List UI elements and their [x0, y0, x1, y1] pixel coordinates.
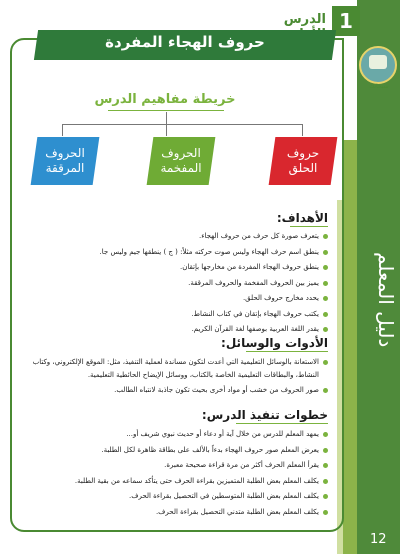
page-number: 12 [370, 532, 387, 547]
map-connector [62, 124, 63, 136]
objective-item: ينطق حروف الهجاء المفردة من مخارجها بإتقان. [26, 261, 328, 274]
lesson-label: الدرس [283, 12, 326, 27]
sidebar-title: دليل المعلم [374, 252, 398, 348]
book-logo-icon [359, 46, 397, 90]
map-connector [166, 112, 167, 124]
tool-item: الاستعانة بالوسائل التعليمية التي أعدت لتكون مساندة لعملية التنفيذ، مثل: الموقع الإلكتروني، وكتاب النشاط، والبطاقات التعليمية الخاصة بالكتاب، ووسائل الإيضاح الحائطية التعليمية. [26, 356, 328, 381]
lesson-number: 1 [332, 6, 360, 36]
step-item: يعرض المعلم صور حروف الهجاء بدءاً بالألف على بطاقة ظاهرة لكل الطلبة. [26, 444, 328, 457]
map-connector [302, 124, 303, 136]
page-title: حروف الهجاء المفردة [105, 33, 265, 51]
objective-item: يكتب حروف الهجاء بإتقان في كتاب النشاط. [26, 308, 328, 321]
tool-item: صور الحروف من خشب أو مواد أخرى بحيث تكون جاذبة لانتباه الطالب. [26, 384, 328, 397]
concept-box-emphatic-letters [147, 137, 216, 185]
concept-box-light-letters [31, 137, 100, 185]
concept-box-label: حروف الحلق [286, 146, 320, 175]
tools-heading: الأدوات والوسائل: [221, 336, 328, 350]
step-item: يمهد المعلم للدرس من خلال آية أو دعاء أو حديث نبوي شريف أو... [26, 428, 328, 441]
tools-list [26, 356, 328, 397]
steps-heading-underline [236, 423, 328, 424]
book-icon [369, 55, 387, 69]
objective-item: يحدد مخارج حروف الحلق. [26, 292, 328, 305]
objectives-heading: الأهداف: [276, 211, 328, 225]
map-connector [166, 124, 167, 136]
step-item: يكلف المعلم بعض الطلبة متدني التحصيل بقراءة الحرف. [26, 506, 328, 519]
concept-map-title-underline [108, 110, 224, 111]
logo-text: سبحانك [369, 83, 389, 90]
map-connector [62, 124, 302, 125]
step-item: يقرأ المعلم الحرف أكثر من مرة قراءة صحيحة معبرة. [26, 459, 328, 472]
tools-heading-underline [246, 351, 328, 352]
concept-box-label: الحروف المفخمة [160, 146, 202, 175]
step-item: يكلف المعلم بعض الطلبة المتوسطين في التحصيل بقراءة الحرف. [26, 490, 328, 503]
objective-item: يقدر اللغة العربية بوصفها لغة القرآن الكريم. [26, 323, 328, 336]
steps-list [26, 428, 328, 518]
objective-item: ينطق اسم حرف الهجاء وليس صوت حركته مثلاً: ( ج ) ينطقها جيم وليس جا. [26, 246, 328, 259]
objective-item: يتعرف صورة كل حرف من حروف الهجاء. [26, 230, 328, 243]
objective-item: يميز بين الحروف المفخمة والحروف المرققة. [26, 277, 328, 290]
concept-box-label: الحروف المرققة [45, 146, 85, 175]
objectives-heading-underline [290, 226, 328, 227]
sidebar-stripe [343, 140, 357, 554]
step-item: يكلف المعلم بعض الطلبة المتميزين بقراءة الحرف حتى يتأكد سماعه من بقية الطلبة. [26, 475, 328, 488]
objectives-list [26, 230, 328, 336]
concept-box-throat-letters [269, 137, 338, 185]
concept-map-title: خريطة مفاهيم الدرس [94, 92, 236, 107]
steps-heading: خطوات تنفيذ الدرس: [201, 408, 328, 422]
